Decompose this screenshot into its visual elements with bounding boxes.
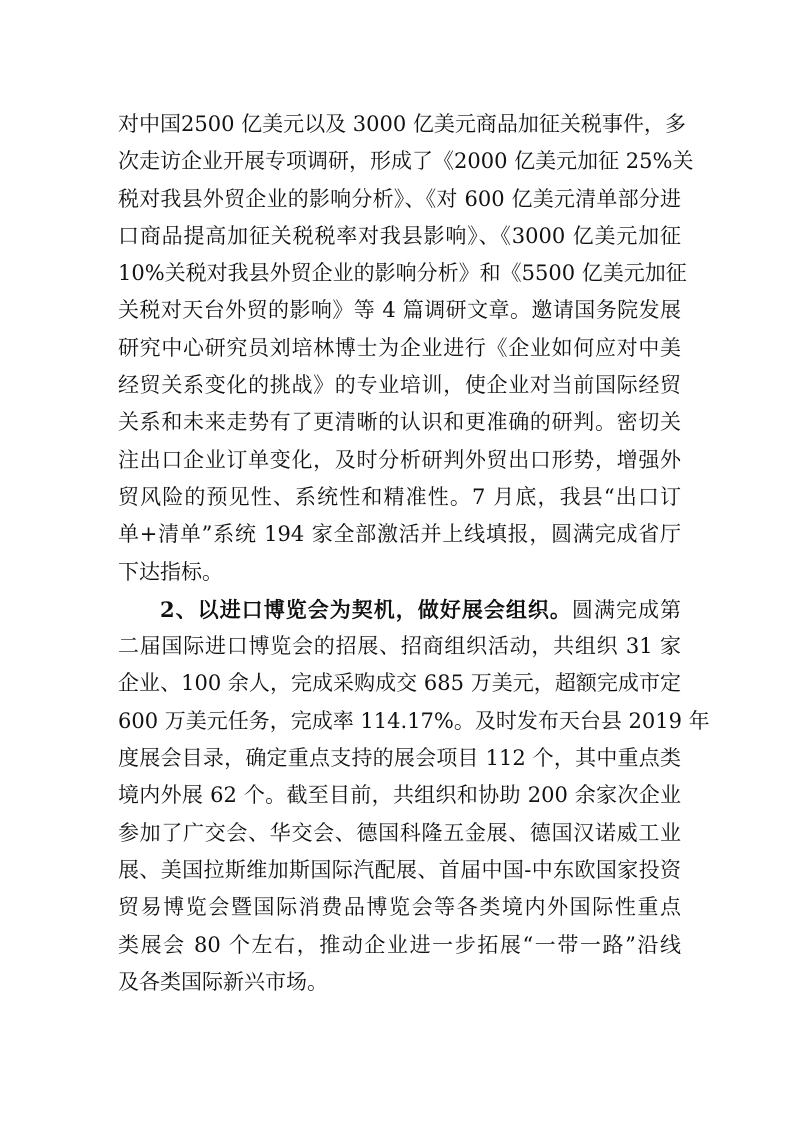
text-line: 境内外展 62 个。截至目前，共组织和协助 200 余家次企业 <box>118 783 681 808</box>
paragraph-2-first-line <box>118 591 681 628</box>
text-line: 度展会目录，确定重点支持的展会项目 112 个，其中重点类 <box>118 746 681 771</box>
document-page <box>118 106 710 1001</box>
section-heading: 2、以进口博览会为契机，做好展会组织。 <box>160 596 572 622</box>
text-line: 下达指标。 <box>118 559 223 584</box>
text-line: 关系和未来走势有了更清晰的认识和更准确的研判。密切关 <box>118 410 681 435</box>
text-line: 二届国际进口博览会的招展、招商组织活动，共组织 31 家 <box>118 634 681 659</box>
text-line: 口商品提高加征关税税率对我县影响》、《3000 亿美元加征 <box>118 223 681 248</box>
text-line: 展、美国拉斯维加斯国际汽配展、首届中国-中东欧国家投资 <box>118 857 681 882</box>
text-line: 参加了广交会、华交会、德国科隆五金展、德国汉诺威工业 <box>118 820 681 845</box>
text-line: 次走访企业开展专项调研，形成了《2000 亿美元加征 25%关 <box>118 149 694 174</box>
text-line: 对中国2500 亿美元以及 3000 亿美元商品加征关税事件，多 <box>118 112 686 136</box>
text-line: 关税对天台外贸的影响》等 4 篇调研文章。邀请国务院发展 <box>118 298 681 323</box>
text-line: 研究中心研究员刘培林博士为企业进行《企业如何应对中美 <box>118 335 681 360</box>
text-line: 贸易博览会暨国际消费品博览会等各类境内外国际性重点 <box>118 895 681 920</box>
text-line: 类展会 80 个左右，推动企业进一步拓展“一带一路”沿线 <box>118 932 681 957</box>
text-line: 单+清单”系统 194 家全部激活并上线填报，圆满完成省厅 <box>118 522 681 547</box>
text-line: 10%关税对我县外贸企业的影响分析》和《5500 亿美元加征 <box>118 261 687 286</box>
text-line: 税对我县外贸企业的影响分析》、《对 600 亿美元清单部分进 <box>118 186 681 211</box>
paragraph-text: 圆满完成第 <box>571 597 681 622</box>
text-line: 贸风险的预见性、系统性和精准性。7 月底，我县“出口订 <box>118 484 681 509</box>
paragraph-2 <box>118 591 710 1001</box>
text-line: 及各类国际新兴市场。 <box>118 969 328 994</box>
text-line: 经贸关系变化的挑战》的专业培训，使企业对当前国际经贸 <box>118 373 681 398</box>
text-line: 注出口企业订单变化，及时分析研判外贸出口形势，增强外 <box>118 447 681 472</box>
text-line: 企业、100 余人，完成采购成交 685 万美元，超额完成市定 <box>118 671 681 696</box>
paragraph-1 <box>118 106 694 591</box>
text-line: 600 万美元任务，完成率 114.17%。及时发布天台县 2019 年 <box>118 708 710 733</box>
